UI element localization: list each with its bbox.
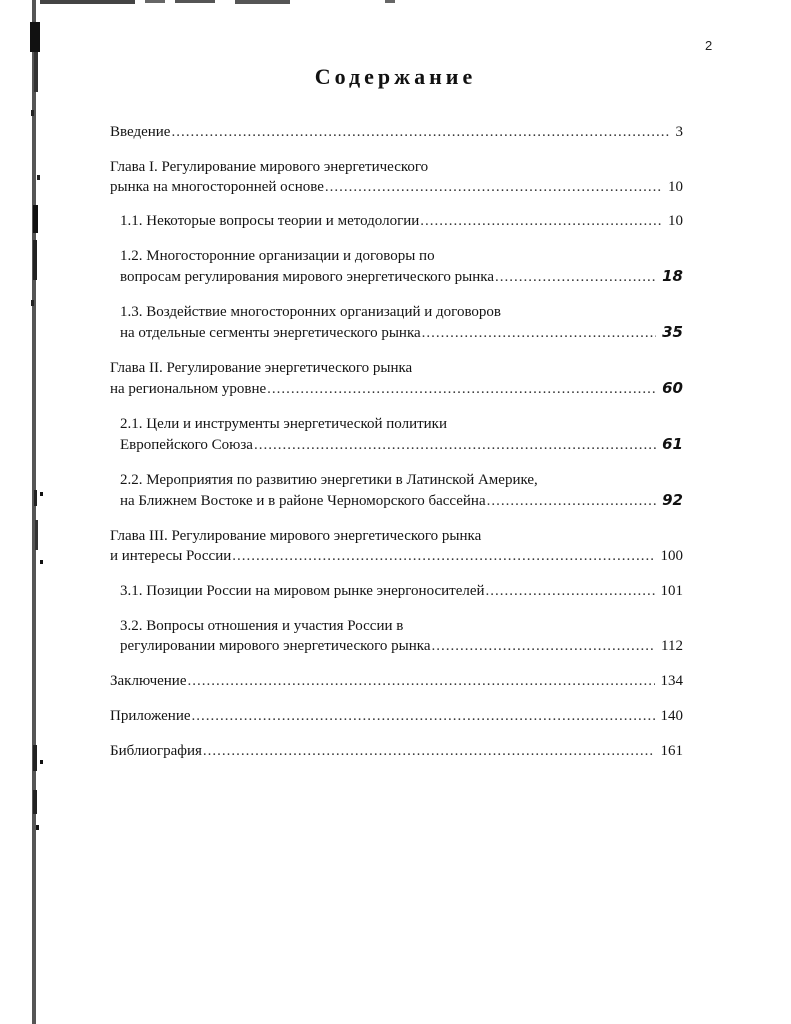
toc-line [120, 322, 683, 343]
dot-leader [188, 671, 655, 691]
toc-line [120, 636, 683, 656]
scan-top-artifact [40, 0, 410, 8]
toc-entry [110, 358, 683, 399]
toc-page-number: 112 [661, 638, 683, 654]
dot-leader [487, 491, 657, 511]
dot-leader [192, 706, 655, 726]
toc-page-number: 35 [662, 323, 683, 341]
toc-entry [120, 302, 683, 343]
toc-page-number: 134 [660, 673, 683, 689]
toc-entry [120, 211, 683, 231]
toc-page-number: 18 [662, 267, 683, 285]
toc-line [120, 490, 683, 511]
toc-entry-text: Глава III. Регулирование мирового энергетического рынка [110, 528, 482, 544]
dot-leader [486, 581, 655, 601]
toc-entry-text: и интересы России [110, 548, 232, 564]
toc-entry-text: 1.1. Некоторые вопросы теории и методологии [120, 213, 420, 229]
toc-page-number: 3 [675, 124, 683, 140]
toc-entry-text: на Ближнем Востоке и в районе Черноморского бассейна [120, 493, 486, 509]
page-number: 2 [705, 38, 713, 53]
toc-line [110, 546, 683, 566]
toc-page-number: 60 [662, 379, 683, 397]
toc-entry [110, 706, 683, 726]
toc-entry [110, 526, 683, 566]
toc-line [110, 177, 683, 197]
toc-line [120, 581, 683, 601]
toc-page-number: 100 [660, 548, 683, 564]
toc-entry [110, 671, 683, 691]
toc-entry-text: вопросам регулирования мирового энергетического рынка [120, 269, 494, 285]
toc-entry-text: 2.1. Цели и инструменты энергетической политики [120, 416, 447, 432]
toc-entry-text: на региональном уровне [110, 381, 267, 397]
toc-page-number: 61 [662, 435, 683, 453]
toc-entry [120, 581, 683, 601]
dot-leader [420, 211, 662, 231]
toc-line [110, 378, 683, 399]
dot-leader [325, 177, 662, 197]
toc-line [110, 122, 683, 142]
dot-leader [232, 546, 654, 566]
toc-entry [110, 122, 683, 142]
toc-entry-text: на отдельные сегменты энергетического рынка [120, 325, 421, 341]
dot-leader [203, 741, 655, 761]
toc-entry [120, 414, 683, 455]
toc-page-number: 101 [660, 583, 683, 599]
scan-edge-artifact [0, 0, 47, 1024]
toc-entry-text: Приложение [110, 708, 191, 724]
toc-line [120, 266, 683, 287]
toc-entry-text: 2.2. Мероприятия по развитию энергетики в Латинской Америке, [120, 472, 538, 488]
dot-leader [254, 435, 656, 455]
toc-line [110, 706, 683, 726]
toc-entry-text: Введение [110, 124, 171, 140]
toc-entry-text: рынка на многосторонней основе [110, 179, 324, 195]
page-title: Содержание [314, 64, 477, 89]
dot-leader [432, 636, 656, 656]
toc-page-number: 10 [668, 179, 683, 195]
dot-leader [171, 122, 669, 142]
toc-entry-text: 1.3. Воздействие многосторонних организаций и договоров [120, 304, 502, 320]
dot-leader [422, 323, 656, 343]
toc-entry [110, 741, 683, 761]
toc-entry [110, 157, 683, 197]
toc-entry [120, 616, 683, 656]
toc-entry-text: Заключение [110, 673, 187, 689]
toc-line [120, 211, 683, 231]
toc-line [110, 671, 683, 691]
toc-entry [120, 470, 683, 511]
toc-entry-text: 3.1. Позиции России на мировом рынке энергоносителей [120, 583, 485, 599]
toc-entry-text: Глава I. Регулирование мирового энергетического [110, 159, 429, 175]
dot-leader [495, 267, 656, 287]
toc-entry-text: Европейского Союза [120, 437, 253, 453]
toc-entry-text: Библиография [110, 743, 202, 759]
toc-page-number: 10 [668, 213, 683, 229]
table-of-contents [110, 110, 683, 761]
toc-entry-text: регулировании мирового энергетического рынка [120, 638, 431, 654]
toc-entry [120, 246, 683, 287]
toc-page-number: 92 [662, 491, 683, 509]
toc-page-number: 140 [660, 708, 683, 724]
toc-entry-text: 1.2. Многосторонние организации и договоры по [120, 248, 435, 264]
toc-entry-text: Глава II. Регулирование энергетического рынка [110, 360, 413, 376]
dot-leader [267, 379, 656, 399]
toc-line [110, 741, 683, 761]
toc-page-number: 161 [660, 743, 683, 759]
toc-line [120, 434, 683, 455]
toc-entry-text: 3.2. Вопросы отношения и участия России в [120, 618, 404, 634]
